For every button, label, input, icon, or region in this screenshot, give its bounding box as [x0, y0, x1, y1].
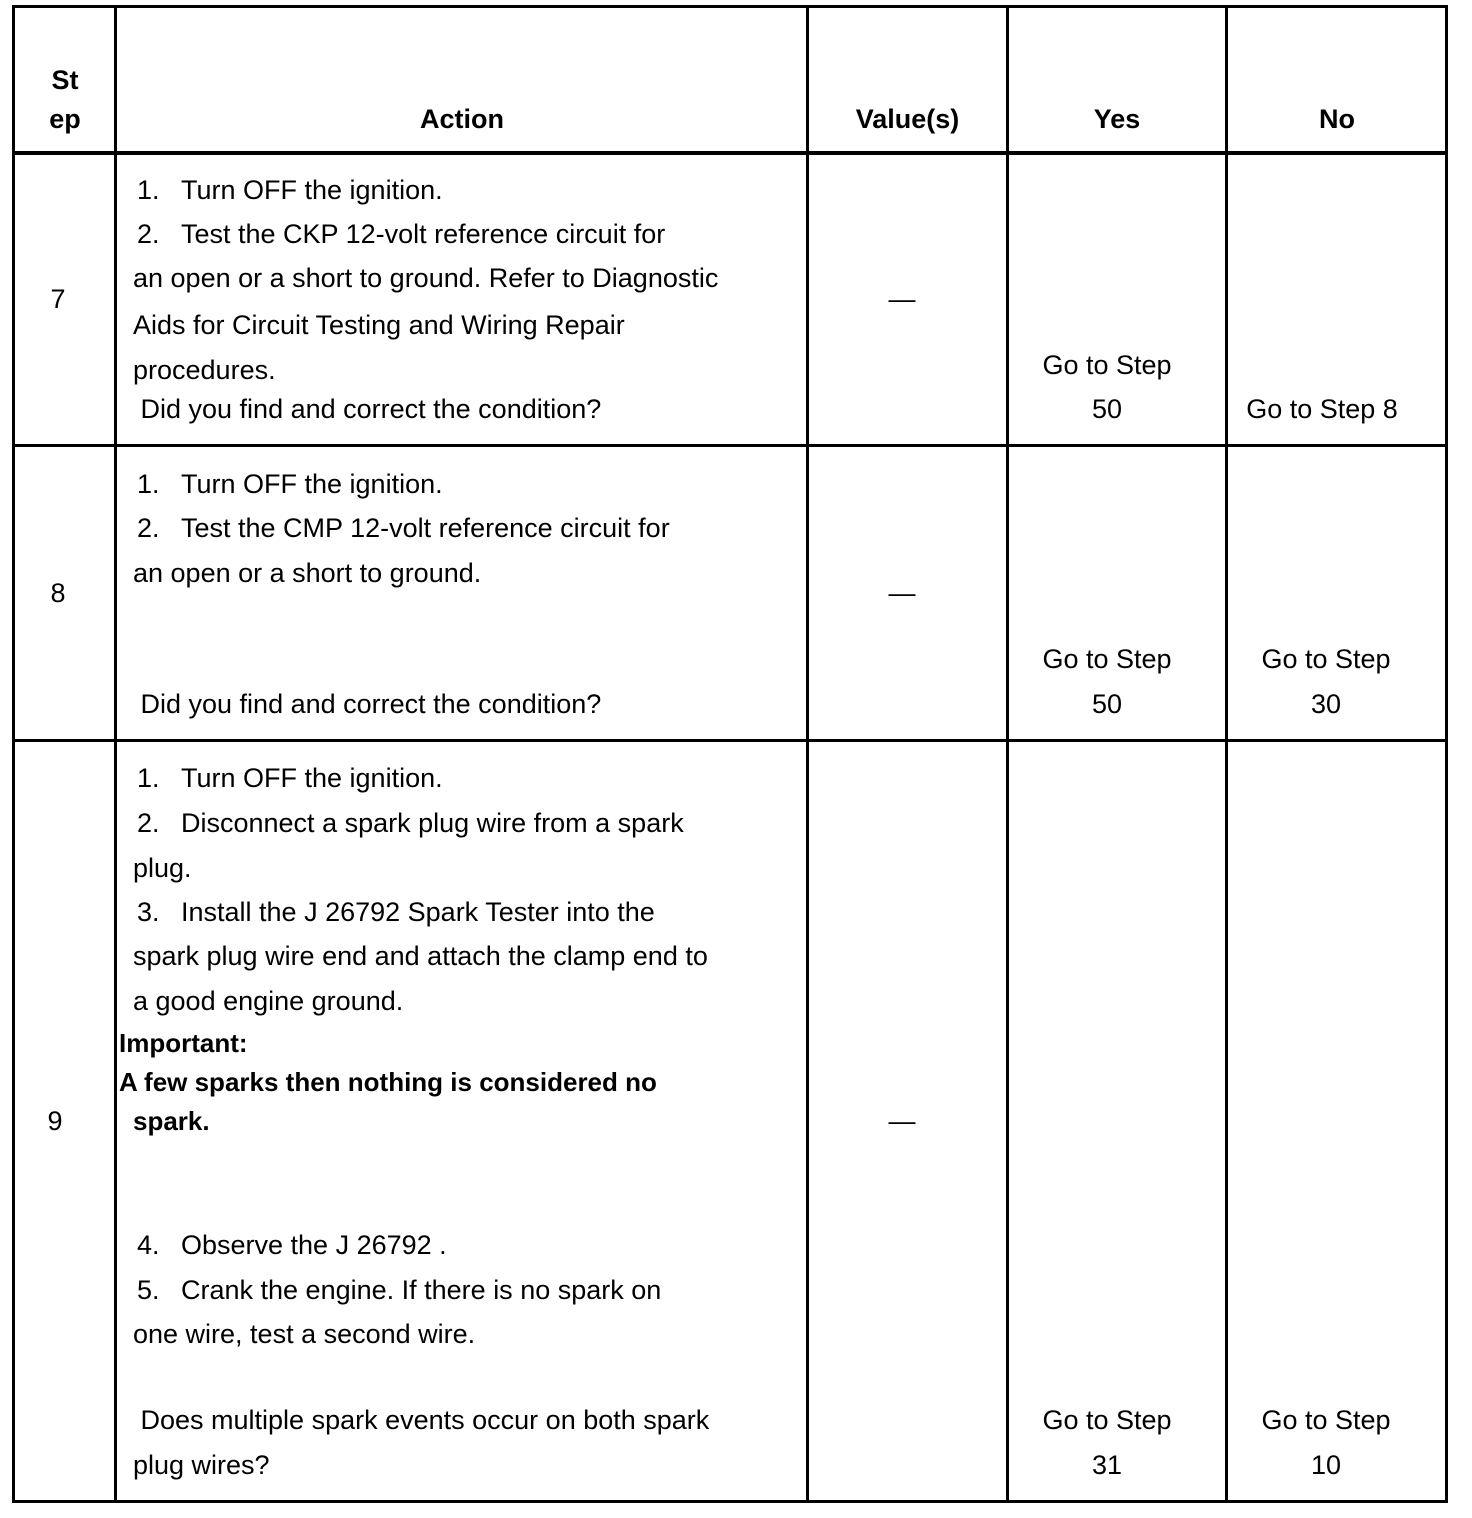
- yes-cell-line1: Go to Step: [1042, 1405, 1172, 1435]
- action-step-text: Crank the engine. If there is no spark on: [181, 1275, 662, 1305]
- yes-cell-line1: Go to Step: [1042, 644, 1172, 674]
- no-cell-line1: Go to Step: [1261, 1405, 1391, 1435]
- action-step-text: Install the J 26792 Spark Tester into the: [181, 897, 655, 927]
- action-step-number: 2.: [137, 808, 160, 838]
- action-step-text: Observe the J 26792 .: [181, 1230, 447, 1260]
- action-step-number: 1.: [137, 175, 160, 205]
- action-continuation: an open or a short to ground.: [133, 558, 482, 588]
- action-question: Did you find and correct the condition?: [133, 689, 602, 719]
- header-step-line1: St: [51, 65, 79, 95]
- action-step-text: Test the CKP 12-volt reference circuit for: [181, 219, 666, 249]
- action-continuation: procedures.: [133, 355, 276, 385]
- action-continuation: Aids for Circuit Testing and Wiring Repair: [133, 310, 625, 340]
- step-number: 8: [50, 578, 66, 608]
- action-step-number: 2.: [137, 513, 160, 543]
- header-values: Value(s): [855, 104, 960, 134]
- yes-cell-line1: Go to Step: [1042, 350, 1172, 380]
- action-step-text: Test the CMP 12-volt reference circuit for: [181, 513, 670, 543]
- action-step: [137, 762, 443, 794]
- action-step: [137, 468, 443, 500]
- action-step: [137, 218, 665, 250]
- header-no: No: [1319, 104, 1355, 134]
- value-cell: —: [888, 284, 916, 314]
- header-step-line2: ep: [49, 104, 81, 134]
- step-number: 9: [47, 1106, 63, 1136]
- action-step-number: 2.: [137, 219, 160, 249]
- step-number: 7: [50, 284, 66, 314]
- important-label: Important:: [119, 1028, 248, 1058]
- action-question: plug wires?: [133, 1450, 270, 1480]
- important-text: spark.: [133, 1106, 210, 1136]
- yes-cell-line2: 31: [1091, 1450, 1123, 1480]
- no-cell-line1: Go to Step: [1261, 644, 1391, 674]
- action-step-number: 1.: [137, 469, 160, 499]
- action-continuation: an open or a short to ground. Refer to Diagnostic: [133, 263, 719, 293]
- action-continuation: a good engine ground.: [133, 986, 404, 1016]
- no-cell-line2: 10: [1310, 1450, 1342, 1480]
- no-cell: Go to Step 8: [1246, 394, 1398, 424]
- action-continuation: one wire, test a second wire.: [133, 1319, 476, 1349]
- action-step: [137, 1229, 447, 1261]
- header-yes: Yes: [1093, 104, 1141, 134]
- action-step: [137, 896, 655, 928]
- action-step: [137, 1274, 661, 1306]
- action-question: Does multiple spark events occur on both spark: [133, 1405, 710, 1435]
- action-question: Did you find and correct the condition?: [133, 394, 602, 424]
- yes-cell-line2: 50: [1091, 689, 1123, 719]
- action-step-number: 1.: [137, 763, 160, 793]
- no-cell-line2: 30: [1310, 689, 1342, 719]
- action-continuation: plug.: [133, 853, 192, 883]
- value-cell: —: [888, 578, 916, 608]
- action-step: [137, 807, 684, 839]
- action-continuation: spark plug wire end and attach the clamp end to: [133, 941, 708, 971]
- action-step-number: 4.: [137, 1230, 160, 1260]
- value-cell: —: [888, 1106, 916, 1136]
- action-step-text: Turn OFF the ignition.: [181, 763, 443, 793]
- important-text: A few sparks then nothing is considered no: [119, 1067, 657, 1097]
- action-step-number: 5.: [137, 1275, 160, 1305]
- action-step-number: 3.: [137, 897, 160, 927]
- action-step-text: Disconnect a spark plug wire from a spark: [181, 808, 684, 838]
- action-step-text: Turn OFF the ignition.: [181, 175, 443, 205]
- header-action: Action: [420, 104, 504, 134]
- action-step-text: Turn OFF the ignition.: [181, 469, 443, 499]
- action-step: [137, 174, 443, 206]
- action-step: [137, 512, 670, 544]
- yes-cell-line2: 50: [1091, 394, 1123, 424]
